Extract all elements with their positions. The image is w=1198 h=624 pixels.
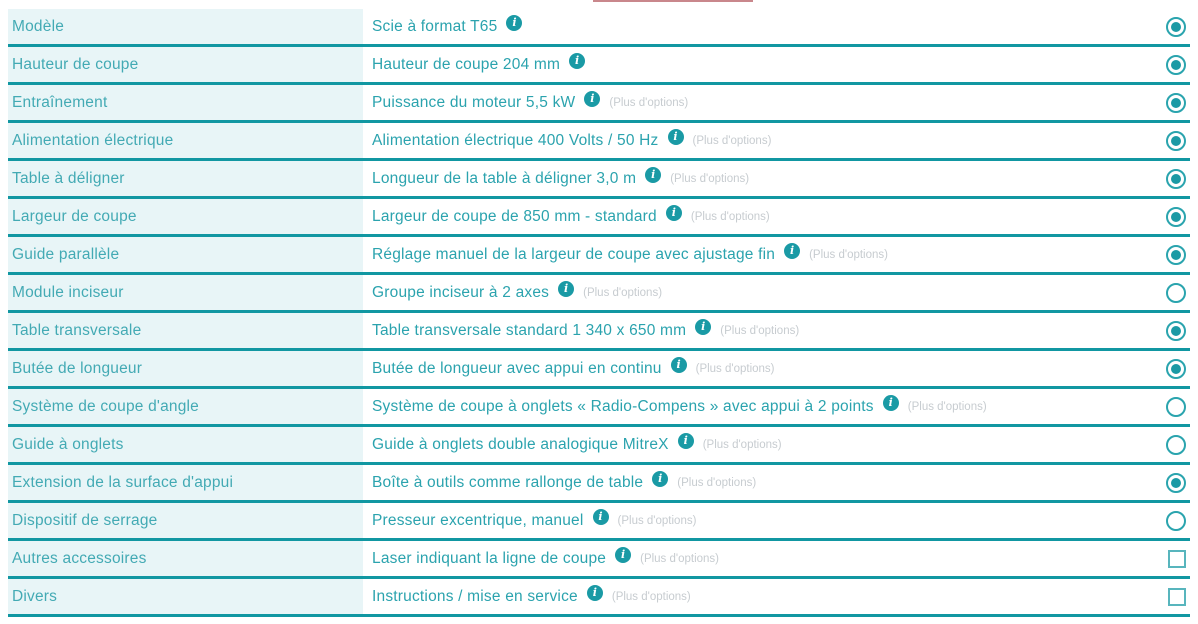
- more-options-link[interactable]: (Plus d'options): [702, 438, 782, 451]
- row-control-cell: [1152, 9, 1190, 44]
- more-options-link[interactable]: (Plus d'options): [640, 552, 720, 565]
- row-option-cell: [363, 579, 1152, 614]
- table-row: [8, 351, 1190, 389]
- row-control-cell: [1152, 85, 1190, 120]
- row-option-cell: [363, 47, 1152, 82]
- row-category-label: Module inciseur: [8, 275, 363, 310]
- more-options-link[interactable]: (Plus d'options): [692, 134, 772, 147]
- radio-button-selected[interactable]: [1166, 359, 1186, 379]
- more-options-link[interactable]: (Plus d'options): [695, 362, 775, 375]
- selected-option-text[interactable]: Butée de longueur avec appui en continu: [372, 359, 662, 377]
- row-category-label: Dispositif de serrage: [8, 503, 363, 538]
- selected-option-text[interactable]: Scie à format T65: [372, 17, 498, 35]
- radio-button-unselected[interactable]: [1166, 397, 1186, 417]
- table-row: [8, 541, 1190, 579]
- row-option-cell: [363, 541, 1152, 576]
- row-option-cell: [363, 123, 1152, 158]
- row-control-cell: [1152, 47, 1190, 82]
- radio-button-unselected[interactable]: [1166, 435, 1186, 455]
- row-option-cell: [363, 161, 1152, 196]
- row-category-label: Guide parallèle: [8, 237, 363, 272]
- table-row: [8, 465, 1190, 503]
- table-row: [8, 47, 1190, 85]
- more-options-link[interactable]: (Plus d'options): [690, 210, 770, 223]
- selected-option-text[interactable]: Groupe inciseur à 2 axes: [372, 283, 550, 301]
- info-icon[interactable]: i: [666, 205, 682, 221]
- more-options-link[interactable]: (Plus d'options): [611, 590, 691, 603]
- row-category-label: Alimentation électrique: [8, 123, 363, 158]
- info-icon[interactable]: i: [695, 319, 711, 335]
- selected-option-text[interactable]: Largeur de coupe de 850 mm - standard: [372, 207, 657, 225]
- radio-button-selected[interactable]: [1166, 207, 1186, 227]
- row-option-cell: [363, 85, 1152, 120]
- row-option-cell: [363, 9, 1152, 44]
- table-row: [8, 85, 1190, 123]
- checkbox-unchecked[interactable]: [1168, 588, 1186, 606]
- row-option-cell: [363, 351, 1152, 386]
- table-row: [8, 275, 1190, 313]
- info-icon[interactable]: i: [671, 357, 687, 373]
- info-icon[interactable]: i: [784, 243, 800, 259]
- info-icon[interactable]: i: [652, 471, 668, 487]
- selected-option-text[interactable]: Puissance du moteur 5,5 kW: [372, 93, 576, 111]
- radio-button-selected[interactable]: [1166, 245, 1186, 265]
- row-category-label: Modèle: [8, 9, 363, 44]
- more-options-link[interactable]: (Plus d'options): [720, 324, 800, 337]
- table-row: [8, 161, 1190, 199]
- table-row: [8, 199, 1190, 237]
- info-icon[interactable]: i: [645, 167, 661, 183]
- more-options-link[interactable]: (Plus d'options): [670, 172, 750, 185]
- more-options-link[interactable]: (Plus d'options): [583, 286, 663, 299]
- row-option-cell: [363, 427, 1152, 462]
- top-cutoff-element-border: [593, 0, 753, 2]
- row-option-cell: [363, 389, 1152, 424]
- info-icon[interactable]: i: [569, 53, 585, 69]
- row-category-label: Guide à onglets: [8, 427, 363, 462]
- row-control-cell: [1152, 275, 1190, 310]
- row-control-cell: [1152, 161, 1190, 196]
- selected-option-text[interactable]: Instructions / mise en service: [372, 587, 578, 605]
- row-category-label: Largeur de coupe: [8, 199, 363, 234]
- row-category-label: Entraînement: [8, 85, 363, 120]
- radio-button-selected[interactable]: [1166, 473, 1186, 493]
- radio-button-selected[interactable]: [1166, 321, 1186, 341]
- radio-button-selected[interactable]: [1166, 93, 1186, 113]
- row-option-cell: [363, 237, 1152, 272]
- info-icon[interactable]: i: [593, 509, 609, 525]
- row-control-cell: [1152, 313, 1190, 348]
- table-row: [8, 389, 1190, 427]
- selected-option-text[interactable]: Longueur de la table à déligner 3,0 m: [372, 169, 637, 187]
- row-option-cell: [363, 465, 1152, 500]
- row-control-cell: [1152, 123, 1190, 158]
- row-category-label: Hauteur de coupe: [8, 47, 363, 82]
- radio-button-selected[interactable]: [1166, 169, 1186, 189]
- configuration-table: [8, 9, 1190, 617]
- selected-option-text[interactable]: Alimentation électrique 400 Volts / 50 Hz: [372, 131, 659, 149]
- table-row: [8, 579, 1190, 617]
- more-options-link[interactable]: (Plus d'options): [617, 514, 697, 527]
- info-icon[interactable]: i: [558, 281, 574, 297]
- row-category-label: Divers: [8, 579, 363, 614]
- table-row: [8, 9, 1190, 47]
- info-icon[interactable]: i: [615, 547, 631, 563]
- row-control-cell: [1152, 389, 1190, 424]
- selected-option-text[interactable]: Table transversale standard 1 340 x 650 mm: [372, 321, 687, 339]
- row-control-cell: [1152, 199, 1190, 234]
- more-options-link[interactable]: (Plus d'options): [609, 96, 689, 109]
- row-category-label: Table à déligner: [8, 161, 363, 196]
- selected-option-text[interactable]: Guide à onglets double analogique MitreX: [372, 435, 669, 453]
- row-control-cell: [1152, 541, 1190, 576]
- checkbox-unchecked[interactable]: [1168, 550, 1186, 568]
- row-control-cell: [1152, 237, 1190, 272]
- row-category-label: Extension de la surface d'appui: [8, 465, 363, 500]
- more-options-link[interactable]: (Plus d'options): [907, 400, 987, 413]
- radio-button-selected[interactable]: [1166, 17, 1186, 37]
- selected-option-text[interactable]: Boîte à outils comme rallonge de table: [372, 473, 644, 491]
- more-options-link[interactable]: (Plus d'options): [677, 476, 757, 489]
- table-row: [8, 427, 1190, 465]
- row-control-cell: [1152, 465, 1190, 500]
- selected-option-text[interactable]: Système de coupe à onglets « Radio-Compens » avec appui à 2 points: [372, 397, 874, 415]
- row-option-cell: [363, 199, 1152, 234]
- info-icon[interactable]: i: [587, 585, 603, 601]
- radio-button-selected[interactable]: [1166, 131, 1186, 151]
- row-option-cell: [363, 313, 1152, 348]
- row-category-label: Butée de longueur: [8, 351, 363, 386]
- row-category-label: Autres accessoires: [8, 541, 363, 576]
- row-category-label: Système de coupe d'angle: [8, 389, 363, 424]
- row-control-cell: [1152, 579, 1190, 614]
- radio-button-unselected[interactable]: [1166, 511, 1186, 531]
- row-control-cell: [1152, 427, 1190, 462]
- info-icon[interactable]: i: [506, 15, 522, 31]
- info-icon[interactable]: i: [883, 395, 899, 411]
- radio-button-unselected[interactable]: [1166, 283, 1186, 303]
- table-row: [8, 313, 1190, 351]
- table-row: [8, 237, 1190, 275]
- radio-button-selected[interactable]: [1166, 55, 1186, 75]
- selected-option-text[interactable]: Laser indiquant la ligne de coupe: [372, 549, 607, 567]
- row-option-cell: [363, 275, 1152, 310]
- info-icon[interactable]: i: [678, 433, 694, 449]
- selected-option-text[interactable]: Réglage manuel de la largeur de coupe avec ajustage fin: [372, 245, 776, 263]
- info-icon[interactable]: i: [584, 91, 600, 107]
- info-icon[interactable]: i: [668, 129, 684, 145]
- more-options-link[interactable]: (Plus d'options): [809, 248, 888, 261]
- row-control-cell: [1152, 351, 1190, 386]
- row-option-cell: [363, 503, 1152, 538]
- table-row: [8, 503, 1190, 541]
- row-category-label: Table transversale: [8, 313, 363, 348]
- row-control-cell: [1152, 503, 1190, 538]
- selected-option-text[interactable]: Hauteur de coupe 204 mm: [372, 55, 561, 73]
- table-row: [8, 123, 1190, 161]
- selected-option-text[interactable]: Presseur excentrique, manuel: [372, 511, 584, 529]
